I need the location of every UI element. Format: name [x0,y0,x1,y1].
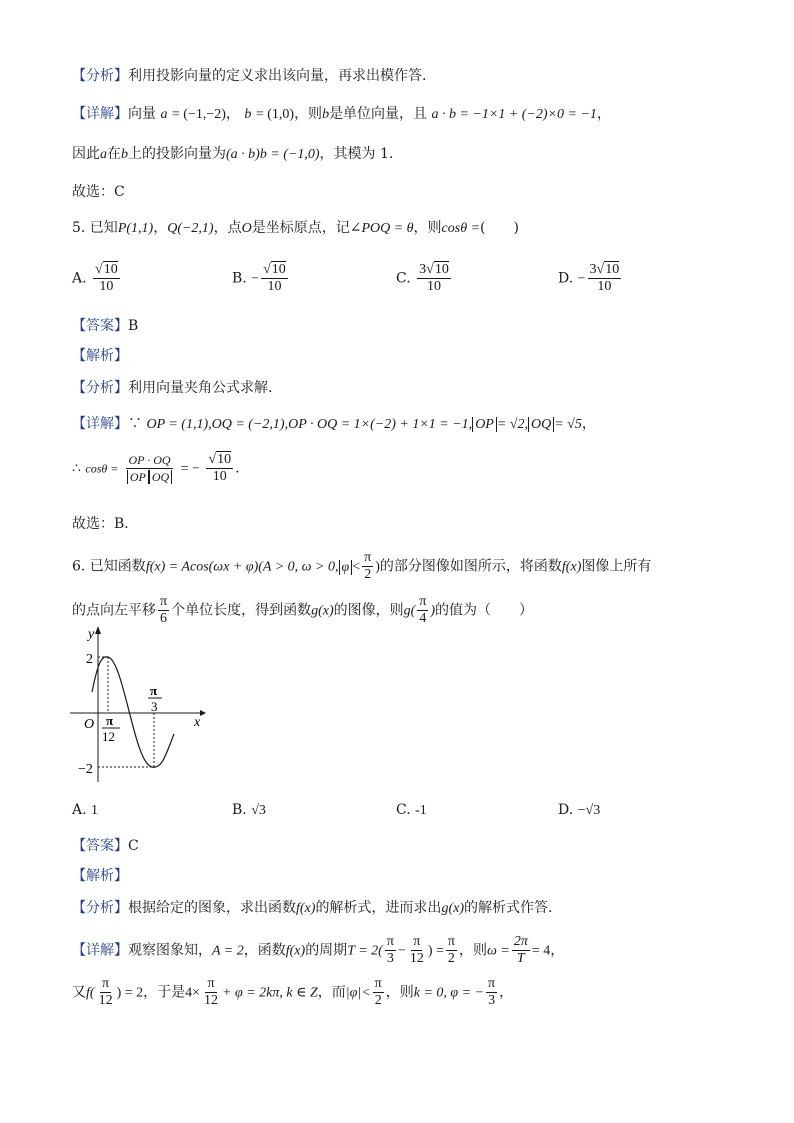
numerator: π [102,976,110,991]
text: 图像上所有 [581,558,652,575]
omega: ω = [486,943,510,959]
option-fraction: $\frac{3√10}{10}$ [589,262,620,294]
frac-pi-2 [446,934,457,967]
g-open: g( [403,603,416,619]
cos-expr: cosθ = [85,461,119,476]
f-open: f( [86,985,95,1001]
frac-pi-2 [373,976,384,1009]
gx: g(x) [441,901,464,916]
radicand: 10 [605,262,620,277]
option-fraction: $\frac{√10}{10}$ [263,262,286,294]
text: 的部分图像如图所示，将函数 [379,558,562,575]
abs-op-value: = √2, [496,417,528,432]
gx: g(x) [311,603,334,619]
text: 的周期 [305,942,348,959]
y-max-label: 2 [86,652,93,667]
radicand: 10 [217,452,232,467]
t-expr: T = 2( [347,943,383,959]
denominator: 2 [447,951,455,966]
denominator: 3 [488,993,496,1008]
numerator: π [364,550,372,565]
option-letter: B. [232,270,247,287]
coef: 3 [419,262,427,277]
vector-b: b [244,107,252,122]
frac-pi-12 [97,976,115,1009]
abs-oq: OQ [149,470,172,484]
radicand: 10 [271,262,286,277]
q5-options [72,262,712,302]
option-c [396,262,453,295]
detail-tag: 【详解】 [72,106,128,122]
sep: ， [581,416,596,432]
denominator: 3 [386,951,394,966]
text: ，点 [213,220,242,236]
q6-jiexi-tag: 【解析】 [72,868,128,884]
text: 上的投影向量为 [128,146,226,162]
analysis-tag: 【分析】 [72,380,128,396]
text: ，则 [458,942,487,959]
denominator: 12 [98,993,113,1008]
vector-b: b [322,107,330,122]
text: ，则 [413,220,442,236]
cos-fraction [125,452,174,485]
option-fraction: $\frac{3√10}{10}$ [419,262,449,294]
cosine-graph [70,622,220,782]
eq-neg: = − [180,461,200,477]
numerator: π [447,934,455,949]
denominator: 10 [99,279,114,294]
question-number: 6. 已知函数 [72,558,146,575]
x-label: x [194,715,201,730]
option-letter: D. [558,270,574,287]
q5-stem [72,218,519,239]
answer-value: B [128,318,139,334]
frac-2pi-t [512,934,530,967]
x1-den: 12 [102,729,115,744]
eq-expr: + φ = 2kπ, k ∈ Z [222,985,318,1001]
paren: ) [375,559,380,575]
analysis-text: 利用投影向量的定义求出该向量，再求出模作答. [128,68,427,84]
less-than: < [352,559,361,575]
vector-a: a [100,147,107,162]
abs-oq: OQ [528,417,554,432]
option-value: √3 [251,803,266,818]
q6-detail-line1 [72,934,564,967]
eq-a: = (−1,−2) [171,107,226,122]
detail-tag: 【详解】 [72,942,128,959]
angle-expr: ∠POQ = θ [349,221,414,236]
analysis-tag: 【分析】 [72,68,128,84]
abs-phi: φ [339,560,353,575]
option-fraction: $\frac{√10}{10}$ [95,262,118,294]
sep: ， [550,942,565,959]
therefore-symbol: ∴ [72,460,81,477]
numerator: π [488,976,496,991]
option-value: -1 [415,803,427,818]
text: 的点向左平移 [72,602,156,619]
text: 根据给定的图象，求出函数 [128,900,296,916]
q5-analysis [72,378,272,398]
option-letter: C. [396,270,411,287]
k-phi: k = 0, φ = − [413,985,485,1001]
denominator: T [516,951,525,966]
option-letter: C. [396,802,411,818]
eq: ) = 2 [116,985,144,1001]
sign: − [251,271,260,287]
text: 的值为（ ） [435,602,534,619]
eq-b: = (1,0) [255,107,295,122]
a-value: A = 2 [212,943,244,959]
period: . [235,460,240,477]
coef: 4× [185,985,201,1001]
sep: ， [153,220,168,236]
q5-detail-line [72,414,596,435]
q4-choose: 故选：C [72,184,125,200]
q6-answer [72,836,139,856]
text: 在 [107,146,121,162]
denominator: 2 [374,993,382,1008]
q5-choose: 故选：B． [72,516,139,532]
option-letter: D. [558,802,574,818]
text: 的解析式，进而求出 [315,900,442,916]
x2-num: π [150,683,158,698]
abs-op: OP [472,417,497,432]
function-expr: f(x) = Acos(ωx + φ)(A > 0, ω > 0, [145,559,339,575]
dot-product: OP · OQ = 1×(−2) + 1×1 = −1, [288,417,473,432]
y-label: y [88,627,95,642]
denominator: 10 [212,469,227,484]
text: ，于是 [143,984,186,1001]
text: 因此 [72,146,100,162]
answer-paren: ( ) [480,220,519,236]
x-axis-arrow [200,710,206,716]
dot-expr: a · b = −1×1 + (−2)×0 = −1 [431,107,597,122]
frac-pi-12 [202,976,220,1009]
denominator: 6 [160,611,168,626]
numerator: π [419,594,427,609]
result-fraction: $\frac{√10}{10}$ [208,452,232,484]
q6-detail-line2 [72,976,513,1009]
fx: f(x) [285,943,306,959]
text: 个单位长度，得到函数 [171,602,312,619]
text: ，其模为 1. [319,146,394,162]
option-b [232,800,266,821]
abs-phi: |φ|< [345,985,371,1001]
text: 观察图象知， [128,942,212,959]
option-a [72,262,122,295]
text: 的图像，则 [333,602,404,619]
point-q: Q(−2,1) [167,221,214,236]
t-close: ) = [427,943,444,959]
radicand: 10 [103,262,118,277]
text: 又 [72,984,86,1001]
numerator: 2π [513,934,528,949]
sep: ， [225,106,240,122]
numerator: OP · OQ [128,453,171,467]
numerator: π [386,934,394,949]
q4-proj-line [72,144,393,165]
denominator: 10 [426,279,441,294]
text: ，则 [294,106,323,122]
frac-pi-12 [408,934,426,967]
text: 是坐标原点，记 [251,220,350,236]
text: ，则 [385,984,414,1001]
text: 向量 [128,106,156,122]
detail-tag: 【详解】 [72,416,128,432]
point-p: P(1,1) [117,221,154,236]
abs-oq-value: = √5 [554,417,582,432]
vector-b: b [121,147,128,162]
frac-pi-3 [486,976,497,1009]
sign: − [577,271,586,287]
answer-tag: 【答案】 [72,318,128,334]
fx: f(x) [561,559,582,575]
option-d [558,800,600,821]
x2-den: 3 [151,699,158,714]
numerator: π [160,594,168,609]
analysis-tag: 【分析】 [72,900,128,916]
y-axis-arrow [95,626,101,634]
question-number: 5. 已知 [72,220,118,236]
q6-options [72,800,712,822]
analysis-text: 利用向量夹角公式求解. [128,380,273,396]
denominator: 2 [364,567,372,582]
answer-value: C [128,838,139,854]
option-c [396,800,427,821]
option-value: 1 [91,803,99,818]
q4-analysis [72,66,426,86]
option-letter: A. [72,802,87,818]
vec-oq: OQ = (−2,1), [211,417,289,432]
denominator: 12 [204,993,219,1008]
denominator: 4 [419,611,427,626]
cosine-curve [92,657,174,768]
option-value: −√3 [577,803,601,818]
option-d [558,262,623,295]
q6-stem-line1 [72,550,651,583]
numerator: π [374,976,382,991]
option-b [232,262,290,295]
x1-num: π [106,713,114,728]
vec-op: OP = (1,1), [146,417,212,432]
text: ，而 [317,984,346,1001]
proj-expr: (a · b)b = (−1,0) [226,147,320,162]
sep: ， [499,984,514,1001]
pi-over-2 [362,550,373,583]
denominator: 12 [409,951,424,966]
vector-a: a [160,107,168,122]
q5-jiexi-tag: 【解析】 [72,348,128,364]
denominator: 10 [597,279,612,294]
sep: ， [596,106,611,122]
text: ，函数 [243,942,286,959]
option-letter: B. [232,802,247,818]
radicand: 10 [434,262,449,277]
numerator: π [413,934,421,949]
numerator: π [207,976,215,991]
pi-over-4 [417,594,428,627]
because-symbol: ∵ [128,416,142,432]
q6-analysis [72,898,552,919]
y-min-label: −2 [78,762,93,777]
point-o: O [241,221,252,236]
text: 的解析式作答. [463,900,553,916]
coef: 3 [589,262,597,277]
q5-cos-line [72,452,240,485]
origin-label: O [84,717,95,732]
option-a [72,800,98,821]
abs-op: OP [127,470,149,484]
q4-detail-line [72,104,611,125]
denominator: 10 [267,279,282,294]
g-close: ) [430,603,436,619]
answer-tag: 【答案】 [72,838,128,854]
q5-answer [72,316,138,336]
frac-pi-3 [385,934,396,967]
text: 是单位向量，且 [329,106,428,122]
fx: f(x) [296,901,316,916]
minus: − [397,943,406,959]
cos-expr: cosθ = [441,221,481,236]
omega-result: = 4 [531,943,551,959]
option-letter: A. [72,270,87,287]
